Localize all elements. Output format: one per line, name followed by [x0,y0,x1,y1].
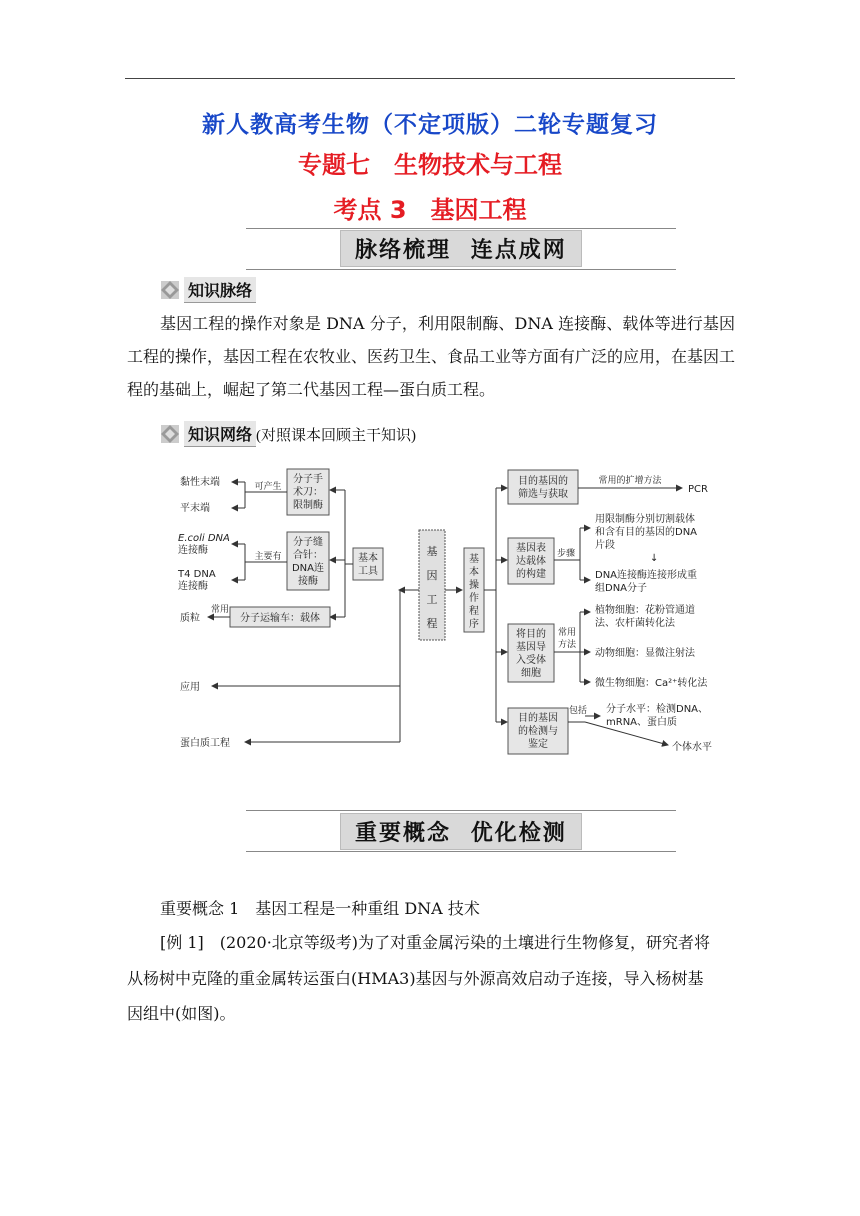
point-title: 考点 3 基因工程 [333,196,527,224]
step3-line3: 入受体 [516,655,546,666]
tool1-arrow-label: 可产生 [254,482,282,492]
tool3-out: 质粒 [180,613,200,624]
basic-tools-label: 基本 [358,553,378,564]
tool2-out-a-2: 连接酶 [178,545,208,556]
banner-concept-label [340,813,582,850]
step3-arrow-label-2: 方法 [557,640,577,650]
tool2-out-b-1: T4 DNA [178,569,216,580]
step2-out-a-1: 用限制酶分别切割载体 [595,514,695,525]
basic-procedure-label-2: 本 [469,567,479,578]
tool2-line3: DNA连 [291,563,325,574]
section-subheading: (对照课本回顾主干知识) [256,427,417,444]
basic-procedure-label: 基 [469,554,479,565]
step4-out-a-1: 分子水平：检测DNA、 [606,704,709,715]
step2-down: ↓ [650,553,659,564]
step1-line1: 目的基因的 [518,476,568,487]
step3-line1: 将目的 [516,629,546,640]
step3-out-c: 微生物细胞：Ca²⁺转化法 [595,678,708,689]
tool2-arrow-label: 主要有 [254,552,282,562]
step2-arrow-label: 步骤 [556,549,576,559]
step2-out-a-3: 片段 [595,540,615,551]
tool2-line4: 接酶 [298,576,318,587]
step2-out-b-1: DNA连接酶连接形成重 [595,570,698,581]
tool2-line2: 合针： [293,550,323,561]
top-rule [125,78,735,79]
banner-label: 脉络梳理 [355,237,452,263]
section-knowledge-network [160,421,416,447]
step1-arrow-label: 常用的扩增方法 [598,476,662,486]
step2-line2: 达载体 [516,556,546,567]
step1-out: PCR [688,484,708,495]
tool3-label: 分子运输车：载体 [240,613,320,624]
tool1-out-2: 平末端 [180,503,210,514]
example-line-1 [160,926,735,960]
step3-arrow-label-1: 常用 [557,628,577,638]
tool3-arrow-label: 常用 [210,605,230,615]
example-line-3 [127,997,735,1031]
basic-tools-label-2: 工具 [358,566,378,577]
basic-procedure-label-4: 作 [469,593,479,604]
step3-line4: 细胞 [521,668,541,679]
step4-line2: 的检测与 [518,726,558,737]
step4-line3: 鉴定 [528,739,548,750]
example-line3-text: 因组中(如图)。 [127,1004,236,1023]
concept-heading [160,892,735,926]
step3-out-a-1: 植物细胞：花粉管通道 [595,605,695,616]
banner-sub: 连点成网 [470,237,567,263]
diamond-grid-icon [160,280,180,300]
step4-out-b: 个体水平 [672,742,712,753]
basic-procedure-label-5: 程 [469,606,479,617]
page-title: 新人教高考生物（不定项版）二轮专题复习 [202,112,658,138]
topic-title: 专题七 生物技术与工程 [298,151,562,179]
tool2-out-a-1: E.coli DNA [178,533,230,544]
banner-sub: 优化检测 [470,820,567,846]
example-line-2 [127,962,735,996]
intro-text: 基因工程的操作对象是 DNA 分子，利用限制酶、DNA 连接酶、载体等进行基因工程的操作，基因工程在农牧业、医药卫生、食品工业等方面有广泛的应用，在基因工程的基础上，崛起了第二代基因工程—蛋白质工程。 [127,314,736,399]
concept-heading-text: 重要概念 1 基因工程是一种重组 DNA 技术 [160,899,480,918]
step3-out-b: 动物细胞：显微注射法 [595,648,695,659]
step2-line3: 的构建 [516,569,546,580]
tool2-line1: 分子缝 [293,537,323,548]
step3-out-a-2: 法、农杆菌转化法 [595,618,675,629]
step4-line1: 目的基因 [518,713,558,724]
step2-out-b-2: 组DNA分子 [595,583,648,594]
tool1-out-1: 黏性末端 [180,477,220,488]
basic-procedure-label-3: 操 [469,580,479,591]
section-heading: 知识网络 [184,421,256,447]
diamond-grid-icon [160,424,180,444]
section-knowledge-outline [160,277,256,303]
tool1-line3: 限制酶 [293,500,323,511]
banner-outline-label [340,230,582,267]
tool1-line1: 分子手 [293,474,323,485]
example-lead-text: [例 1] (2020·北京等级考)为了对重金属污染的土壤进行生物修复，研究者将 [160,933,711,952]
step4-out-a-2: mRNA、蛋白质 [606,717,678,728]
step4-arrow-label: 包括 [568,706,588,716]
application-label: 应用 [180,682,200,693]
step1-line2: 筛选与获取 [518,489,568,500]
banner-label: 重要概念 [355,820,452,846]
gene-engineering-diagram [170,455,740,770]
intro-paragraph [127,307,735,406]
protein-eng-label: 蛋白质工程 [180,738,230,749]
step2-out-a-2: 和含有目的基因的DNA [595,527,698,538]
tool1-line2: 术刀： [293,487,323,498]
tool2-out-b-2: 连接酶 [178,581,208,592]
center-label-1: 基因工程 [426,545,438,630]
basic-procedure-label-6: 序 [469,619,479,630]
step2-line1: 基因表 [516,543,546,554]
step3-line2: 基因导 [516,642,546,653]
section-heading: 知识脉络 [184,277,256,303]
example-line2-text: 从杨树中克隆的重金属转运蛋白(HMA3)基因与外源高效启动子连接，导入杨树基 [127,969,704,988]
